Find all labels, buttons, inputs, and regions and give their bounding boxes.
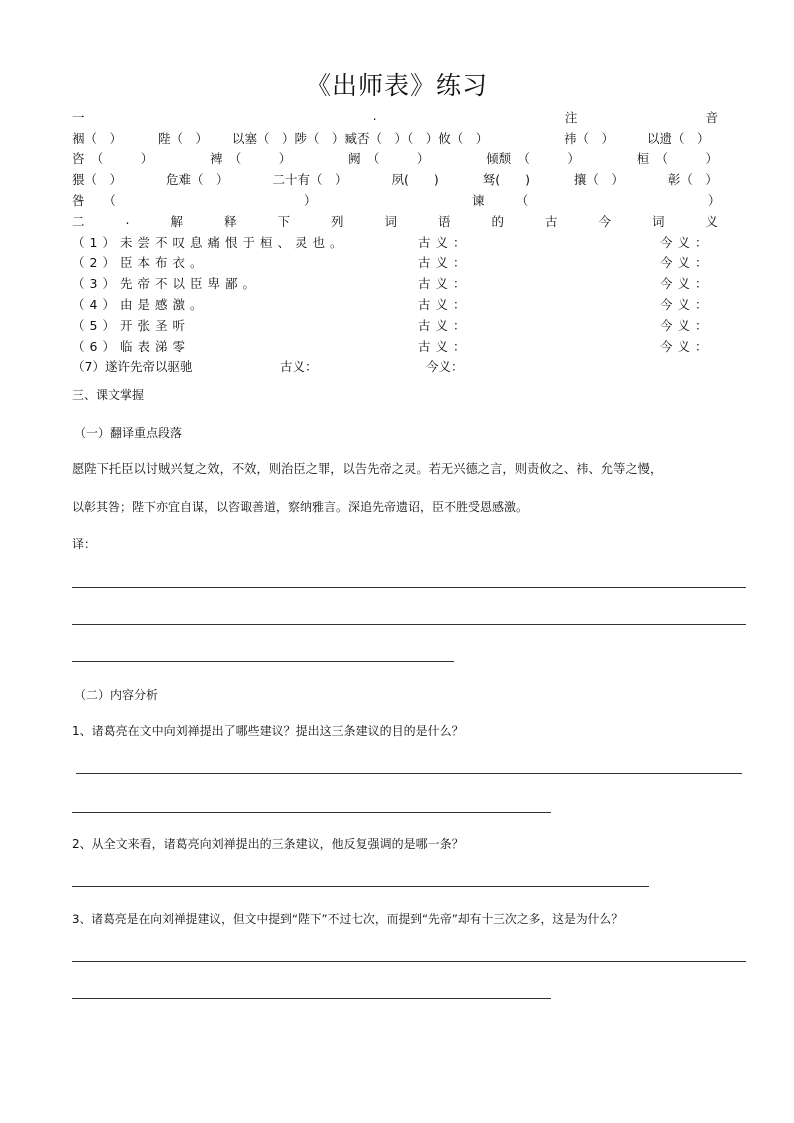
gu-yi-label: 古义： bbox=[418, 318, 471, 333]
gu-yi-label: 古义： bbox=[280, 359, 318, 374]
pinyin-item: 阙 （ ） bbox=[348, 151, 430, 166]
pinyin-row bbox=[72, 129, 718, 149]
jin-yi-label: 今义： bbox=[426, 359, 464, 374]
question-3: 3、诸葛亮是在向刘禅提建议，但文中提到“陛下”不过七次，而提到“先帝”却有十三次之多，这是为什么？ bbox=[72, 912, 624, 926]
pinyin-item: 祎（ ） bbox=[564, 131, 615, 146]
word-item bbox=[72, 253, 718, 273]
word-item-text: （6）临表涕零 bbox=[72, 339, 190, 354]
pinyin-item: 彰（ ） bbox=[667, 172, 718, 187]
word-item-text: （7）遂许先帝以驱驰 bbox=[72, 359, 193, 374]
pinyin-item: 夙( ) bbox=[391, 172, 439, 187]
question-1: 1、诸葛亮在文中向刘禅提出了哪些建议？提出这三条建议的目的是什么？ bbox=[72, 724, 464, 738]
word-item-text: （2）臣本布衣。 bbox=[72, 255, 208, 270]
heading-char: 今 bbox=[598, 214, 611, 229]
heading-char: 义 bbox=[705, 214, 718, 229]
pinyin-item: 裨 （ ） bbox=[210, 151, 292, 166]
pinyin-item: 攘（ ） bbox=[573, 172, 624, 187]
section3-heading: 三、课文掌握 bbox=[72, 388, 145, 402]
heading-char: 解 bbox=[170, 214, 183, 229]
translate-label: 译： bbox=[72, 537, 97, 551]
word-item-text: （3）先帝不以臣卑鄙。 bbox=[72, 276, 260, 291]
answer-line[interactable] bbox=[72, 587, 746, 588]
page-title: 《出师表》练习 bbox=[305, 71, 488, 100]
heading-char: 下 bbox=[277, 214, 290, 229]
pinyin-item: 危难（ ） bbox=[165, 172, 229, 187]
jin-yi-label: 今义： bbox=[660, 255, 713, 270]
heading-char: 词 bbox=[651, 214, 665, 229]
pinyin-item: 陛（ ） bbox=[158, 131, 209, 146]
pinyin-row bbox=[72, 191, 721, 211]
pinyin-item: 咨 （ ） bbox=[72, 151, 154, 166]
heading-char: 词 bbox=[384, 214, 397, 229]
question-2: 2、从全文来看，诸葛亮向刘禅提出的三条建议，他反复强调的是哪一条？ bbox=[72, 837, 464, 851]
heading-char: 音 bbox=[705, 110, 718, 125]
heading-char: 一 bbox=[72, 110, 85, 125]
heading-char: . bbox=[125, 212, 130, 227]
jin-yi-label: 今义： bbox=[660, 339, 713, 354]
gu-yi-label: 古义： bbox=[418, 235, 471, 250]
pinyin-item: ） bbox=[708, 193, 721, 208]
word-item bbox=[72, 316, 718, 336]
answer-line[interactable] bbox=[72, 998, 551, 999]
section1-heading bbox=[72, 108, 718, 128]
heading-char: 的 bbox=[491, 214, 504, 229]
subsection-heading: （二）内容分析 bbox=[74, 688, 159, 702]
heading-char: 二 bbox=[72, 214, 85, 229]
pinyin-item: 猥（ ） bbox=[72, 172, 123, 187]
pinyin-item: ） bbox=[304, 193, 317, 208]
gu-yi-label: 古义： bbox=[418, 339, 471, 354]
word-item-text: （5）开张圣听 bbox=[72, 318, 190, 333]
pinyin-item: 桓 （ ） bbox=[636, 151, 718, 166]
pinyin-item: 以塞（ ）陟（ ）臧否（ ）（ ）攸（ ） bbox=[232, 131, 489, 146]
jin-yi-label: 今义： bbox=[660, 318, 713, 333]
word-item-text: （1）未尝不叹息痛恨于桓、灵也。 bbox=[72, 235, 348, 250]
pinyin-item: 咎 （ bbox=[72, 193, 116, 208]
pinyin-item: 二十有（ ） bbox=[272, 172, 348, 187]
answer-line[interactable] bbox=[72, 886, 649, 887]
passage-line: 愿陛下托臣以讨贼兴复之效，不效，则治臣之罪，以告先帝之灵。若无兴德之言，则责攸之、祎、允等之慢， bbox=[72, 462, 663, 476]
answer-line[interactable] bbox=[72, 661, 454, 662]
pinyin-row bbox=[72, 170, 718, 190]
word-item bbox=[72, 337, 718, 357]
heading-char: 列 bbox=[330, 214, 344, 229]
answer-line[interactable] bbox=[72, 961, 746, 962]
word-item-text: （4）由是感激。 bbox=[72, 297, 208, 312]
jin-yi-label: 今义： bbox=[660, 276, 713, 291]
pinyin-item: 谏 （ bbox=[472, 193, 529, 208]
answer-line[interactable] bbox=[76, 773, 742, 774]
jin-yi-label: 今义： bbox=[660, 297, 713, 312]
section2-heading bbox=[72, 212, 718, 232]
heading-char: 古 bbox=[544, 214, 558, 229]
word-item bbox=[72, 274, 718, 294]
jin-yi-label: 今义： bbox=[660, 235, 713, 250]
pinyin-item: 裀（ ） bbox=[72, 131, 123, 146]
gu-yi-label: 古义： bbox=[418, 255, 471, 270]
pinyin-item: 以遗（ ） bbox=[647, 131, 710, 146]
word-item bbox=[72, 295, 718, 315]
gu-yi-label: 古义： bbox=[418, 276, 471, 291]
answer-line[interactable] bbox=[72, 812, 551, 813]
subsection-heading: （一）翻译重点段落 bbox=[74, 426, 183, 440]
heading-char: 注 bbox=[564, 110, 578, 125]
heading-char: 语 bbox=[437, 214, 451, 229]
heading-char: 释 bbox=[223, 214, 237, 229]
heading-char: . bbox=[372, 108, 377, 123]
answer-line[interactable] bbox=[72, 624, 746, 625]
word-item bbox=[72, 357, 718, 377]
passage-line: 以彰其咎；陛下亦宜自谋，以咨诹善道，察纳雅言。深追先帝遗诏，臣不胜受恩感激。 bbox=[72, 500, 529, 514]
word-item bbox=[72, 233, 718, 253]
pinyin-item: 驽( ) bbox=[482, 172, 530, 187]
pinyin-row bbox=[72, 149, 718, 169]
gu-yi-label: 古义： bbox=[418, 297, 471, 312]
pinyin-item: 倾颓 （ ） bbox=[486, 151, 580, 166]
